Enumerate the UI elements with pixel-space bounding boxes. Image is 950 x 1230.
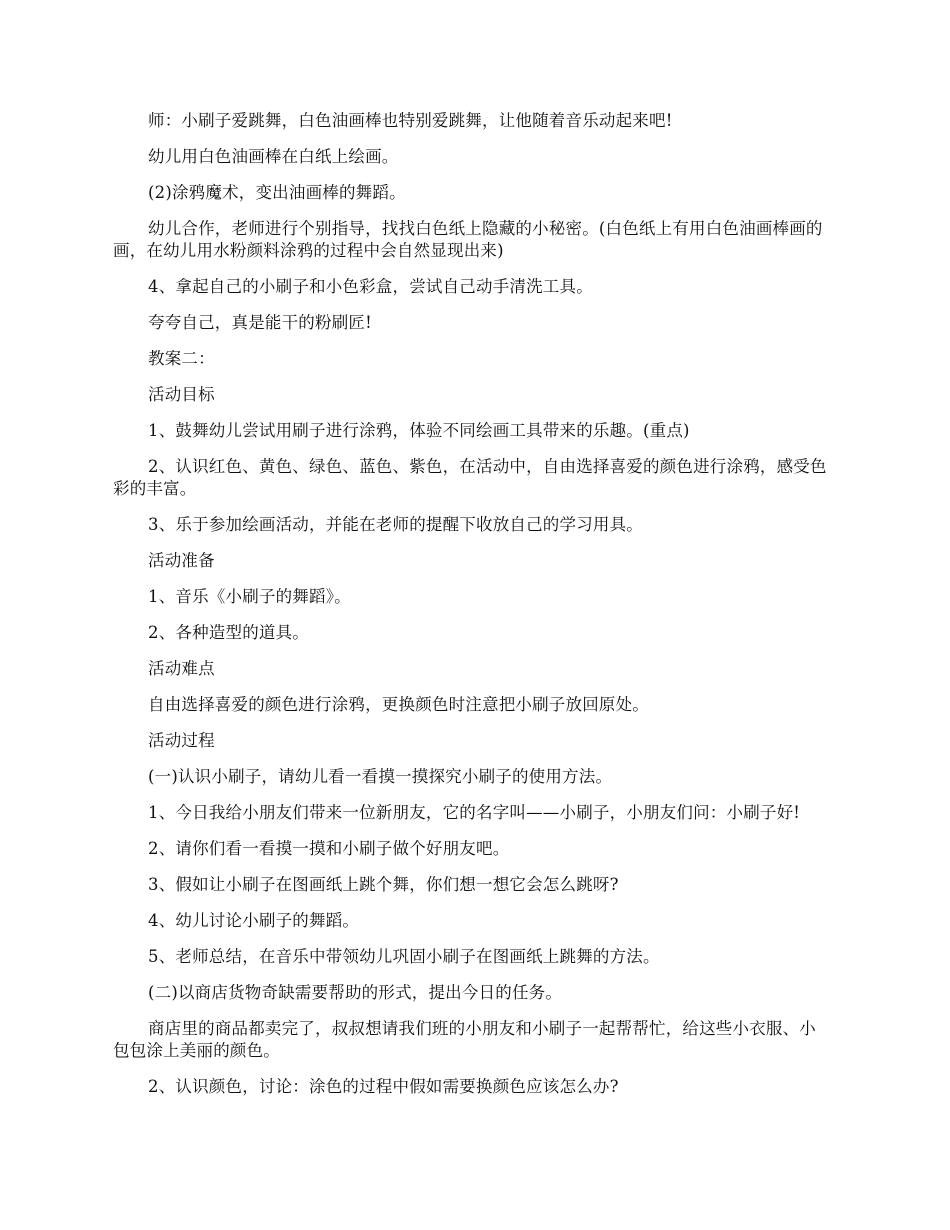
paragraph: 4、拿起自己的小刷子和小色彩盒，尝试自己动手清洗工具。	[148, 277, 593, 296]
section-heading: 活动目标	[148, 385, 215, 404]
paragraph: (一)认识小刷子，请幼儿看一看摸一摸探究小刷子的使用方法。	[148, 767, 613, 786]
paragraph: 1、鼓舞幼儿尝试用刷子进行涂鸦，体验不同绘画工具带来的乐趣。(重点)	[148, 421, 690, 440]
paragraph: 3、假如让小刷子在图画纸上跳个舞，你们想一想它会怎么跳呀?	[148, 875, 619, 894]
paragraph: 2、各种造型的道具。	[148, 623, 309, 642]
paragraph: 幼儿合作，老师进行个别指导，找找白色纸上隐藏的小秘密。(白色纸上有用白色油画棒画的画，在幼儿用水粉颜料涂鸦的过程中会自然显现出来)	[113, 219, 823, 260]
paragraph: 3、乐于参加绘画活动，并能在老师的提醒下收放自己的学习用具。	[148, 515, 643, 534]
paragraph: 4、幼儿讨论小刷子的舞蹈。	[148, 911, 360, 930]
section-heading: 教案二：	[148, 349, 215, 368]
paragraph: 1、今日我给小朋友们带来一位新朋友，它的名字叫——小刷子，小朋友们问：小刷子好!	[148, 803, 801, 822]
paragraph: (2)涂鸦魔术，变出油画棒的舞蹈。	[148, 183, 406, 202]
section-heading: 活动难点	[148, 659, 215, 678]
paragraph: 师：小刷子爱跳舞，白色油画棒也特别爱跳舞，让他随着音乐动起来吧!	[148, 111, 673, 130]
paragraph: (二)以商店货物奇缺需要帮助的形式，提出今日的任务。	[148, 983, 563, 1002]
paragraph: 2、认识颜色，讨论：涂色的过程中假如需要换颜色应该怎么办?	[148, 1077, 619, 1096]
paragraph: 幼儿用白色油画棒在白纸上绘画。	[148, 147, 399, 166]
paragraph: 夸夸自己，真是能干的粉刷匠!	[148, 313, 372, 332]
paragraph: 自由选择喜爱的颜色进行涂鸦，更换颜色时注意把小刷子放回原处。	[148, 695, 649, 714]
document-body	[113, 110, 831, 1112]
paragraph: 1、音乐《小刷子的舞蹈》。	[148, 587, 351, 606]
paragraph: 商店里的商品都卖完了，叔叔想请我们班的小朋友和小刷子一起帮帮忙，给这些小衣服、小包包涂上美丽的颜色。	[113, 1019, 816, 1060]
paragraph: 5、老师总结，在音乐中带领幼儿巩固小刷子在图画纸上跳舞的方法。	[148, 947, 660, 966]
paragraph: 2、请你们看一看摸一摸和小刷子做个好朋友吧。	[148, 839, 510, 858]
paragraph: 2、认识红色、黄色、绿色、蓝色、紫色，在活动中，自由选择喜爱的颜色进行涂鸦，感受色彩的丰富。	[113, 457, 827, 498]
section-heading: 活动准备	[148, 551, 215, 570]
section-heading: 活动过程	[148, 731, 215, 750]
